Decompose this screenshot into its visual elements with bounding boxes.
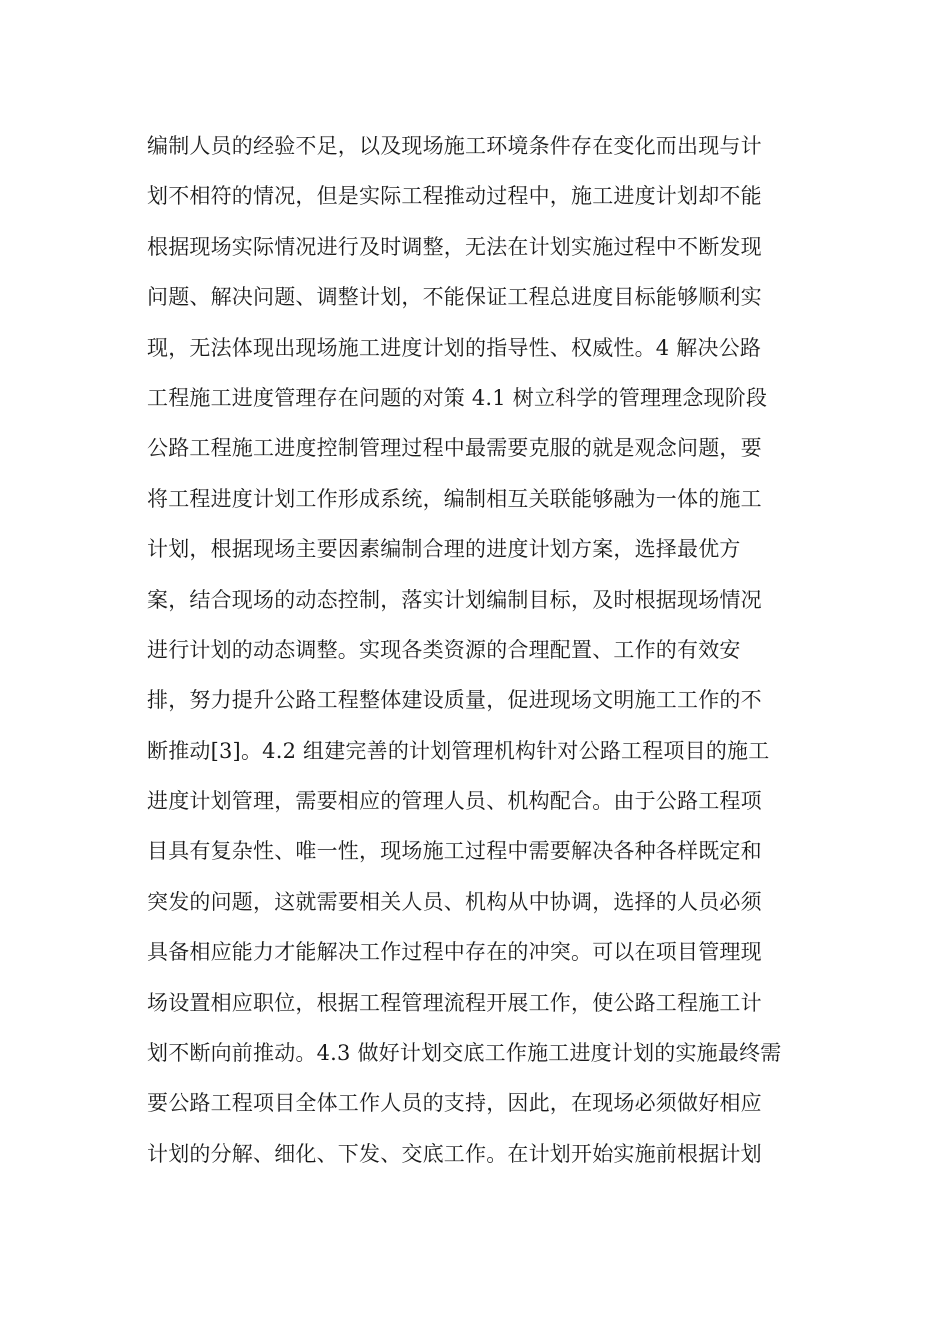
text-line: 划不断向前推动。4.3 做好计划交底工作施工进度计划的实施最终需	[147, 1041, 782, 1066]
text-line: 划不相符的情况，但是实际工程推动过程中，施工进度计划却不能	[147, 184, 762, 209]
text-line: 公路工程施工进度控制管理过程中最需要克服的就是观念问题，要	[147, 436, 762, 461]
text-line: 工程施工进度管理存在问题的对策 4.1 树立科学的管理理念现阶段	[147, 385, 768, 410]
body-text	[147, 121, 807, 1179]
text-line: 场设置相应职位，根据工程管理流程开展工作，使公路工程施工计	[147, 990, 762, 1015]
text-line: 突发的问题，这就需要相关人员、机构从中协调，选择的人员必须	[147, 889, 762, 914]
text-line: 计划的分解、细化、下发、交底工作。在计划开始实施前根据计划	[147, 1141, 762, 1166]
text-line: 根据现场实际情况进行及时调整，无法在计划实施过程中不断发现	[147, 234, 762, 259]
text-line: 排，努力提升公路工程整体建设质量，促进现场文明施工工作的不	[147, 688, 762, 713]
text-line: 进行计划的动态调整。实现各类资源的合理配置、工作的有效安	[147, 637, 741, 662]
text-line: 将工程进度计划工作形成系统，编制相互关联能够融为一体的施工	[147, 486, 762, 511]
text-line: 案，结合现场的动态控制，落实计划编制目标，及时根据现场情况	[147, 587, 762, 612]
text-line: 编制人员的经验不足，以及现场施工环境条件存在变化而出现与计	[147, 134, 762, 158]
text-line: 进度计划管理，需要相应的管理人员、机构配合。由于公路工程项	[147, 789, 762, 814]
text-line: 要公路工程项目全体工作人员的支持，因此，在现场必须做好相应	[147, 1091, 762, 1116]
text-line: 现，无法体现出现场施工进度计划的指导性、权威性。4 解决公路	[147, 335, 762, 360]
text-line: 断推动[3]。4.2 组建完善的计划管理机构针对公路工程项目的施工	[147, 738, 770, 763]
text-line: 计划，根据现场主要因素编制合理的进度计划方案，选择最优方	[147, 537, 741, 562]
text-line: 目具有复杂性、唯一性，现场施工过程中需要解决各种各样既定和	[147, 839, 762, 864]
text-line: 具备相应能力才能解决工作过程中存在的冲突。可以在项目管理现	[147, 940, 762, 965]
text-line: 问题、解决问题、调整计划，不能保证工程总进度目标能够顺利实	[147, 285, 762, 310]
